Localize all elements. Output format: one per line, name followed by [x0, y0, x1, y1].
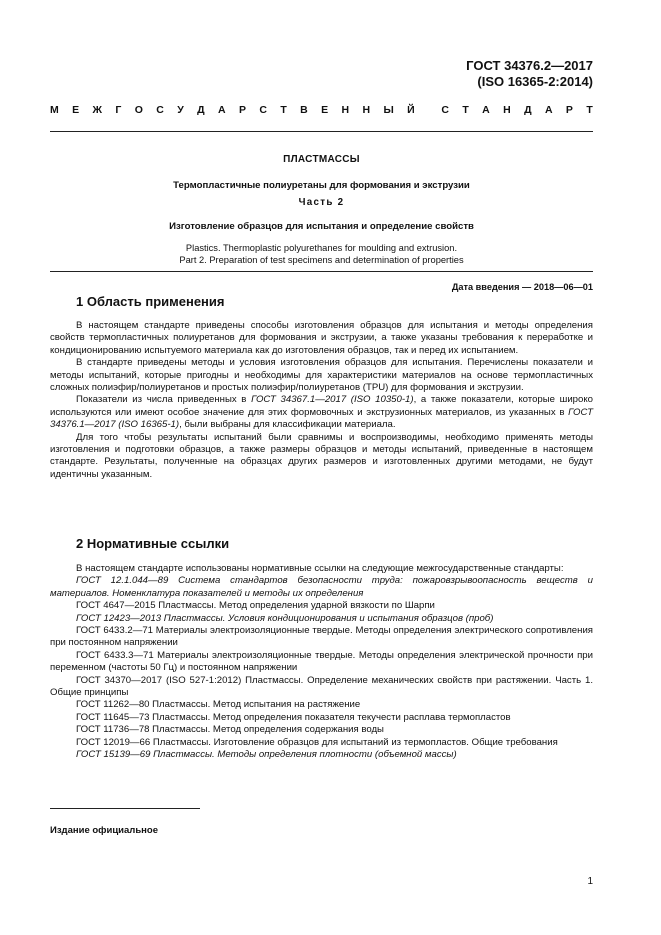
banner-letter: О [134, 104, 143, 116]
banner-letter: Р [565, 104, 573, 116]
p3-text-a: Показатели из числа приведенных в [76, 394, 252, 406]
banner-letter: В [300, 104, 308, 116]
normative-reference-item: ГОСТ 12423—2013 Пластмассы. Условия кондиционирования и испытания образцов (проб) [76, 612, 494, 624]
official-edition-label: Издание официальное [50, 825, 158, 836]
document-subtitle: Термопластичные полиуретаны для формования и экструзии [173, 180, 470, 191]
banner-letter: Д [524, 104, 532, 116]
normative-reference-item: ГОСТ 34370—2017 (ISO 527-1:2012) Пластмассы. Определение механических свойств при растяжении. Часть 1. Общие принципы [50, 674, 593, 699]
banner-letter: Ы [383, 104, 394, 116]
standard-number-block [466, 58, 593, 90]
normative-reference-item: ГОСТ 6433.3—71 Материалы электроизоляционные твердые. Методы определения электрической прочности при переменном (частоты 50 Гц) и постоянном напряжении [50, 649, 593, 674]
normative-reference-item: ГОСТ 11645—73 Пластмассы. Метод определения показателя текучести расплава термопластов [76, 711, 511, 723]
section-2-heading: 2 Нормативные ссылки [76, 536, 230, 551]
english-title-line-2: Part 2. Preparation of test specimens and determination of properties [179, 255, 464, 265]
english-title-line-1: Plastics. Thermoplastic polyurethanes for moulding and extrusion. [185, 243, 458, 253]
normative-reference-item: ГОСТ 4647—2015 Пластмассы. Метод определения ударной вязкости по Шарпи [76, 600, 435, 612]
banner-letter: Н [503, 104, 511, 116]
section-1-paragraph-1: В настоящем стандарте приведены способы изготовления образцов для испытания и методы определения свойств термопластичных полиуретанов для формования и экструзии, а также указаны требования к переработке и кондиционированию испытуемого материала как до изготовления образцов, так и перед их испытанием. [50, 320, 593, 356]
banner-letter: М [50, 104, 59, 116]
banner-letter: Т [280, 104, 287, 116]
banner-letter: Н [341, 104, 350, 116]
banner-letter: Д [197, 104, 205, 116]
part-label: Часть 2 [298, 197, 345, 208]
title-rule [50, 271, 593, 272]
gost-number: ГОСТ 34376.2—2017 [466, 58, 593, 73]
banner-letter: Г [115, 104, 122, 116]
normative-reference-item: ГОСТ 11736—78 Пластмассы. Метод определения содержания воды [76, 724, 384, 736]
banner-letter: С [259, 104, 267, 116]
section-1-paragraph-4: Для того чтобы результаты испытаний были сравнимы и воспроизводимы, необходимо применять методы изготовления и подготовки образцов, а также размеры образцов и методы испытаний, приведенные в настоящем стандарте. Результаты, полученные на образцах других размеров и изготовленных другими методами, не будут идентичны указанным. [50, 431, 593, 480]
introduction-date: Дата введения — 2018—06—01 [451, 282, 593, 292]
banner-letter: Ж [92, 104, 103, 116]
section-1-body [50, 320, 593, 481]
normative-reference-item: ГОСТ 15139—69 Пластмассы. Методы определения плотности (объемной массы) [76, 749, 457, 761]
iso-number: (ISO 16365-2:2014) [477, 74, 593, 89]
title-block [50, 154, 593, 266]
section-1-paragraph-3 [50, 394, 593, 431]
banner-letter: Р [238, 104, 246, 116]
p3-text-c: , были выбраны для классификации материала. [179, 419, 396, 431]
reference-gost-34367-1: ГОСТ 34367.1—2017 (ISO 10350-1) [251, 394, 414, 406]
p3-text-b: , а также показатели, которые широко используются или имеют особое значение для этих формовочных и экструзионных материалов, из указанных в [50, 394, 593, 418]
banner-letter: Т [462, 104, 469, 116]
banner-letter: Е [72, 104, 80, 116]
footer-rule [50, 808, 200, 809]
banner-letter: А [544, 104, 553, 116]
banner-letter: Т [586, 104, 593, 116]
part-title: Изготовление образцов для испытания и определение свойств [169, 221, 474, 232]
banner-letter: С [441, 104, 449, 116]
normative-reference-item: ГОСТ 11262—80 Пластмассы. Метод испытания на растяжение [76, 699, 361, 711]
page-number: 1 [587, 876, 593, 887]
banner-letter: Й [407, 104, 415, 116]
normative-reference-item: ГОСТ 6433.2—71 Материалы электроизоляционные твердые. Методы определения электрического сопротивления при постоянном напряжении [50, 625, 593, 649]
banner-letter: Н [362, 104, 371, 116]
document-title: ПЛАСТМАССЫ [283, 154, 360, 165]
banner-letter: С [156, 104, 164, 116]
section-2-intro: В настоящем стандарте использованы нормативные ссылки на следующие межгосударственные стандарты: [76, 563, 564, 574]
banner-letter: У [177, 104, 184, 116]
banner-letter: А [482, 104, 490, 116]
english-title [50, 242, 593, 266]
reference-gost-34376-1: ГОСТ 34376.1—2017 (ISO 16365-1) [50, 406, 593, 431]
normative-reference-item: ГОСТ 12019—66 Пластмассы. Изготовление образцов для испытаний из термопластов. Общие требования [76, 736, 558, 748]
banner-letter: Е [321, 104, 329, 116]
normative-reference-item: ГОСТ 12.1.044—89 Система стандартов безопасности труда: пожаровзрывоопасность веществ и материалов. Номенклатура показателей и методы их определения [50, 575, 593, 599]
header-rule [50, 131, 593, 132]
banner-letter: А [218, 104, 226, 116]
section-2-body [50, 563, 593, 762]
section-1-paragraph-2: В стандарте приведены методы и условия изготовления образцов для испытания. Перечислены показатели и методы испытаний, которые пригодны и необходимы для характеристики материалов на основе термопластичных сложных полиэфир/полиуретанов и простых полиэфир/полиуретанов (TPU) для формования и экструзии. [50, 357, 593, 394]
section-1-heading: 1 Область применения [76, 294, 225, 309]
interstate-standard-banner [50, 104, 593, 116]
